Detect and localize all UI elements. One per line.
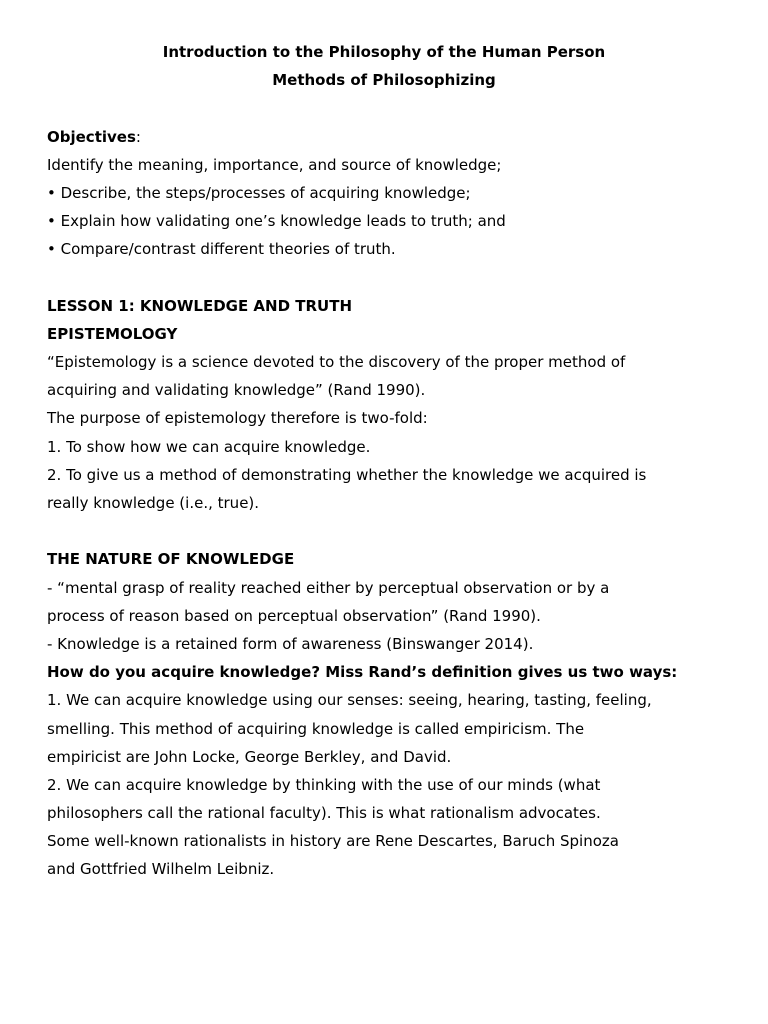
lesson-heading: LESSON 1: KNOWLEDGE AND TRUTH: [47, 296, 353, 315]
question-heading: How do you acquire knowledge? Miss Rand’s definition gives us two ways:: [47, 663, 678, 682]
objective-item: Identify the meaning, importance, and source of knowledge;: [47, 155, 502, 174]
document-subtitle: Methods of Philosophizing: [272, 71, 496, 90]
title-block: [0, 38, 768, 94]
paragraph-line: process of reason based on perceptual observation” (Rand 1990).: [47, 606, 541, 625]
paragraph-line: acquiring and validating knowledge” (Rand 1990).: [47, 381, 426, 400]
spacer: [47, 517, 728, 545]
paragraph-line: Some well-known rationalists in history are Rene Descartes, Baruch Spinoza: [47, 832, 619, 851]
paragraph-line: 2. To give us a method of demonstrating whether the knowledge we acquired is: [47, 465, 647, 484]
document-title: Introduction to the Philosophy of the Human Person: [162, 43, 606, 61]
paragraph-line: 2. We can acquire knowledge by thinking with the use of our minds (what: [47, 775, 601, 794]
paragraph-line: 1. We can acquire knowledge using our senses: seeing, hearing, tasting, feeling,: [47, 691, 652, 710]
objectives-heading-line: [47, 123, 728, 151]
paragraph-line: and Gottfried Wilhelm Leibniz.: [47, 860, 275, 879]
paragraph-line: really knowledge (i.e., true).: [47, 494, 260, 512]
epistemology-heading: EPISTEMOLOGY: [47, 324, 178, 343]
paragraph-line: - “mental grasp of reality reached either by perceptual observation or by a: [47, 578, 610, 597]
paragraph-line: 1. To show how we can acquire knowledge.: [47, 437, 371, 456]
paragraph-line: smelling. This method of acquiring knowledge is called empiricism. The: [47, 719, 585, 738]
objective-item: • Compare/contrast different theories of truth.: [47, 240, 396, 259]
spacer: [47, 264, 728, 292]
paragraph-line: philosophers call the rational faculty). This is what rationalism advocates.: [47, 804, 601, 823]
objective-item: • Describe, the steps/processes of acquiring knowledge;: [47, 183, 471, 202]
nature-heading: THE NATURE OF KNOWLEDGE: [47, 550, 295, 569]
objective-item: • Explain how validating one’s knowledge leads to truth; and: [47, 212, 506, 231]
spacer: [47, 94, 728, 122]
paragraph-line: - Knowledge is a retained form of awareness (Binswanger 2014).: [47, 634, 534, 653]
paragraph-line: The purpose of epistemology therefore is two-fold:: [47, 409, 428, 428]
paragraph-line: empiricist are John Locke, George Berkley, and David.: [47, 747, 452, 766]
objectives-heading: Objectives: [47, 127, 136, 146]
paragraph-line: “Epistemology is a science devoted to the discovery of the proper method of: [47, 353, 626, 372]
objectives-colon: :: [135, 127, 141, 146]
